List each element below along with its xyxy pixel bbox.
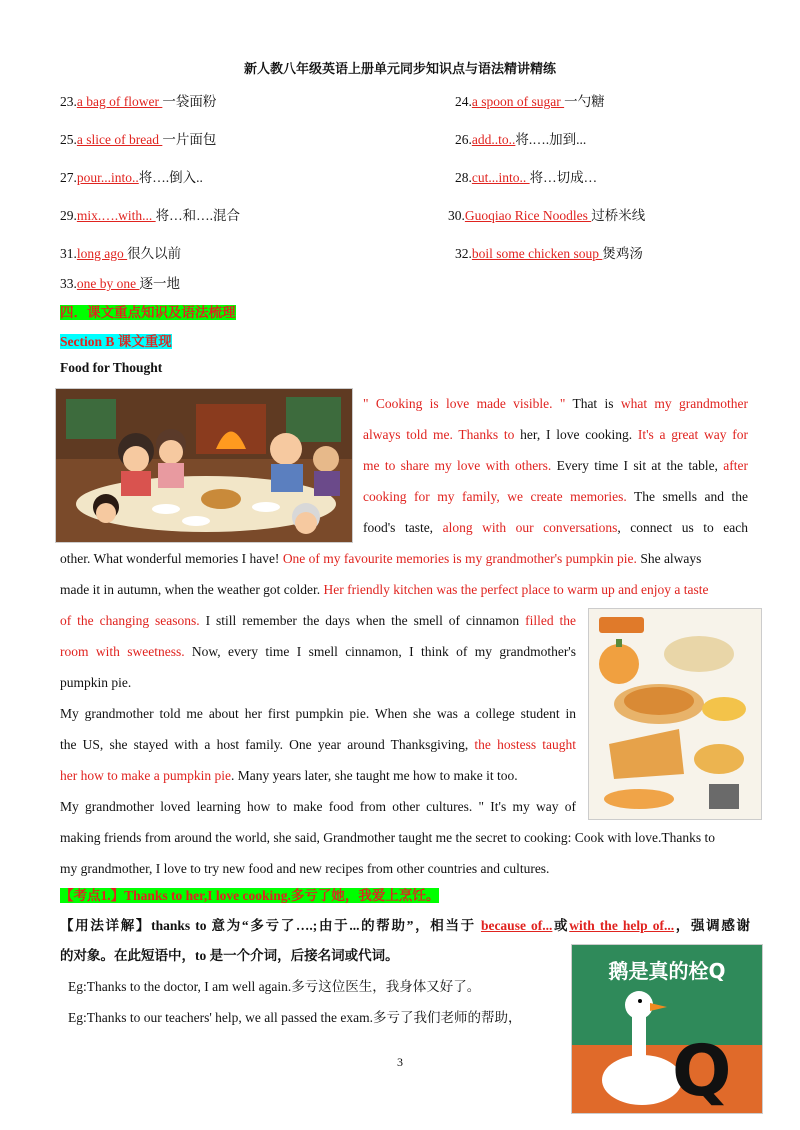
vocab-item-24: 24.a spoon of sugar 一勺糖 <box>455 94 605 109</box>
passage-line: My grandmother told me about her first pumpkin pie. When she was a college student in <box>60 706 576 721</box>
passage-line-15: making friends from around the world, she said, Grandmother taught me the secret to cooking: Cook with love.Thanks to <box>60 830 715 845</box>
page-number: 3 <box>397 1055 403 1069</box>
pumpkin-pie-recipe-illustration <box>588 608 762 820</box>
family-dinner-illustration <box>55 388 353 543</box>
passage-line: pumpkin pie. <box>60 675 132 690</box>
example-sentence-2: Eg:Thanks to our teachers' help, we all passed the exam.多亏了我们老师的帮助， <box>68 1010 522 1025</box>
page-header: 新人教八年级英语上册单元同步知识点与语法精讲精练 <box>243 61 556 76</box>
vocab-item-28: 28.cut...into.. 将…切成… <box>455 170 598 185</box>
example-sentence-1: Eg:Thanks to the doctor, I am well again.多亏这位医生，我身体又好了。 <box>68 979 481 994</box>
section-heading: 四．课文重点知识及语法梳理 <box>60 305 236 320</box>
goose-caption: 鹅是真的栓Q <box>608 959 726 983</box>
vocab-item-30: 30.Guoqiao Rice Noodles 过桥米线 <box>448 208 646 223</box>
passage-line-16: my grandmother, I love to try new food and new recipes from other countries and cultures. <box>60 861 550 876</box>
passage-line-7: made it in autumn, when the weather got colder. Her friendly kitchen was the perfect place to warm up and enjoy a taste <box>60 582 709 597</box>
key-point-heading: 【考点1.】Thanks to her,I love cooking.多亏了她，我爱上烹饪。 <box>60 888 440 903</box>
vocab-item-26: 26.add..to..将.….加到... <box>455 132 587 147</box>
passage-line-6: other. What wonderful memories I have! One of my favourite memories is my grandmother's pumpkin pie. She always <box>60 551 702 566</box>
vocab-item-31: 31.long ago 很久以前 <box>60 246 182 261</box>
text-title: Food for Thought <box>60 360 163 375</box>
usage-explanation-line2: 的对象。在此短语中，to 是一个介词，后接名词或代词。 <box>60 948 399 963</box>
passage-line: My grandmother loved learning how to make food from other cultures. " It's my way of <box>60 799 576 814</box>
passage-top-block <box>363 388 748 543</box>
vocab-item-23: 23.a bag of flower 一袋面粉 <box>60 94 217 109</box>
passage-line: food's taste, along with our conversations, connect us to each <box>363 520 748 535</box>
goose-meme-image <box>571 944 763 1114</box>
passage-line: " Cooking is love made visible. " That is what my grandmother <box>363 396 748 411</box>
vocab-item-33: 33.one by one 逐一地 <box>60 276 180 291</box>
vocab-item-27: 27.pour...into..将….倒入.. <box>60 170 203 185</box>
vocab-item-32: 32.boil some chicken soup 煲鸡汤 <box>455 246 643 261</box>
passage-line: cooking for my family, we create memories. The smells and the <box>363 489 748 504</box>
passage-line: always told me. Thanks to her, I love cooking. It's a great way for <box>363 427 748 442</box>
subsection-heading: Section B 课文重现 <box>60 334 172 349</box>
passage-line: room with sweetness. Now, every time I smell cinnamon, I think of my grandmother's <box>60 644 576 659</box>
passage-middle-block <box>60 605 576 822</box>
passage-line: her how to make a pumpkin pie. Many years later, she taught me how to make it too. <box>60 768 518 783</box>
goose-letter: Q <box>672 1030 732 1112</box>
usage-explanation-line1: 【用法详解】thanks to 意为“多亏了….;由于...的帮助”，相当于 because of...或with the help of...，强调感谢 <box>60 918 751 933</box>
passage-line: of the changing seasons. I still remember the days when the smell of cinnamon filled the <box>60 613 577 628</box>
vocab-item-29: 29.mix.….with... 将…和….混合 <box>60 208 241 223</box>
vocab-item-25: 25.a slice of bread 一片面包 <box>60 132 217 147</box>
passage-line: me to share my love with others. Every time I sit at the table, after <box>363 458 748 473</box>
passage-line: the US, she stayed with a host family. One year around Thanksgiving, the hostess taught <box>60 737 576 752</box>
